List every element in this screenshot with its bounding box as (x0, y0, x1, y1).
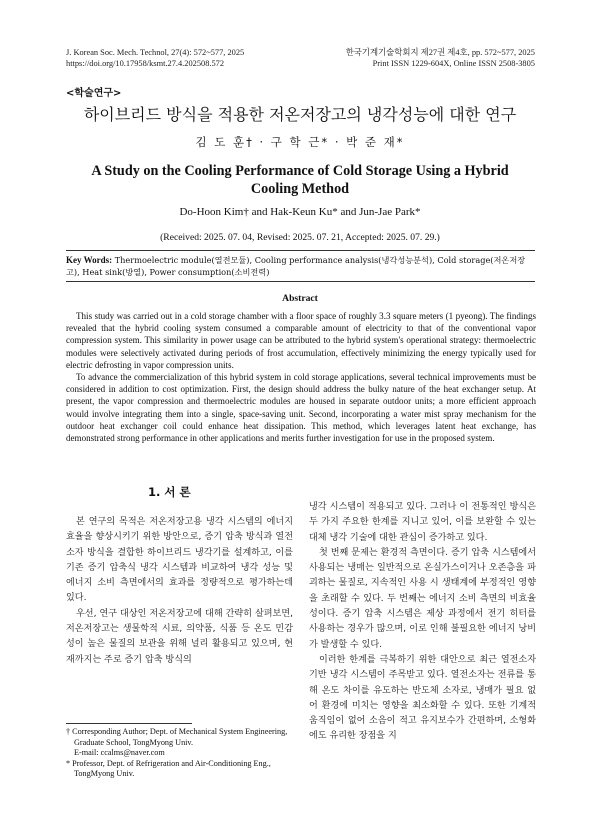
keywords-label: Key Words: (66, 255, 113, 265)
abstract-paragraph: This study was carried out in a cold storage chamber with a floor space of roughly 3.3 square meters (1 pyeong). The findings revealed that the hybrid cooling system consumed a comparable amount of electricity to that of the conventional vapor compression system. This similarity in power usage can be attributed to the hybrid system's operational strategy: thermoelectric modules were selectively activated during periods of frost accumulation, effectively minimizing the energy typically used for electric defrosting in vapor compression units. (66, 311, 536, 370)
journal-citation-korean: 한국기계기술학회지 제27권 제4호, pp. 572~577, 2025 (345, 48, 535, 57)
footnote-professor: * Professor, Dept. of Refrigeration and Air-Conditioning Eng., TongMyong Univ. (66, 758, 271, 779)
body-paragraph: 첫 번째 문제는 환경적 측면이다. 증기 압축 시스템에서 사용되는 냉매는 일반적으로 온실가스이거나 오존층을 파괴하는 물질로, 지속적인 사용 시 생태계에 부정적인 영향을 초래할 수 있다. 두 번째는 에너지 소비 측면의 비효율성이다. 증기 압축 시스템은 제상 과정에서 전기 히터를 사용하는 경우가 많으며, 이로 인해 불필요한 에너지 낭비가 발생할 수 있다. (309, 547, 536, 650)
journal-citation: J. Korean Soc. Mech. Technol, 27(4): 572~577, 2025 (66, 48, 245, 57)
article-category: <학술연구> (66, 88, 122, 99)
footnote-email[interactable]: E-mail: ccalms@naver.com (74, 748, 165, 758)
english-title: A Study on the Cooling Performance of Cold Storage Using a Hybrid Cooling Method (91, 163, 509, 197)
keywords-text: Thermoelectric module(열전모듈), Cooling performance analysis(냉각성능분석), Cold storage(저온저장고), Heat sink(방열), Power consumption(소비전력) (66, 255, 526, 277)
divider-bottom (66, 281, 535, 282)
body-paragraph: 이러한 한계를 극복하기 위한 대안으로 최근 열전소자 기반 냉각 시스템이 주목받고 있다. 열전소자는 전류를 통해 온도 차이를 유도하는 반도체 소자로, 냉매가 필요 없어 환경에 미치는 영향을 최소화할 수 있다. 또한 기계적 움직임이 없어 소음이 적고 유지보수가 간편하며, 소형화에도 유리한 장점을 지 (309, 654, 536, 742)
footnote-corresponding: † Corresponding Author; Dept. of Mechanical System Engineering, Graduate School, TongMyong Univ. (66, 727, 288, 747)
korean-title: 하이브리드 방식을 적용한 저온저장고의 냉각성능에 대한 연구 (83, 105, 517, 124)
body-paragraph: 본 연구의 목적은 저온저장고용 냉각 시스템의 에너지 효율을 향상시키기 위한 방안으로, 증기 압축 방식과 열전소자 방식을 결합한 하이브리드 냉각기를 설계하고, 이를 기존 증기 압축식 냉각 시스템과 비교하여 냉각 성능 및 에너지 소비 측면에서의 효과를 정량적으로 평가하는데 있다. (66, 517, 293, 604)
doi-link[interactable]: https://doi.org/10.17958/ksmt.27.4.202508.572 (66, 59, 225, 68)
english-authors: Do-Hoon Kim† and Hak-Keun Ku* and Jun-Jae Park* (179, 206, 421, 218)
korean-authors: 김 도 훈† · 구 학 근* · 박 준 재* (195, 135, 405, 149)
footnote-divider (66, 723, 192, 724)
footnotes (66, 727, 296, 780)
abstract-body (66, 310, 536, 444)
section-heading: 1. 서 론 (148, 485, 191, 499)
issn-line: Print ISSN 1229-604X, Online ISSN 2508-3805 (372, 59, 535, 68)
left-column (66, 515, 293, 668)
body-paragraph: 우선, 연구 대상인 저온저장고에 대해 간략히 살펴보면, 저온저장고는 생물학적 시료, 의약품, 식품 등 온도 민감성이 높은 물질의 보관을 위해 널리 활용되고 있으며, 현재까지는 주로 증기 압축 방식의 (66, 608, 293, 665)
keywords (66, 254, 536, 278)
divider-top (66, 250, 535, 251)
abstract-paragraph: To advance the commercialization of this hybrid system in cold storage applications, several technical improvements must be considered in addition to cost optimization. First, the design should address the bulky nature of the heat exchanger setup. At present, the vapor compression and thermoelectric modules are housed in separate outdoor units; a more efficient approach would involve integrating them into a single, space-saving unit. Second, incorporating a water mist spray mechanism for the outdoor heat exchanger coil could enhance heat dissipation. This method, which leverages latent heat exchange, has demonstrated strong performance in other applications and merits further investigation for use in the proposed system. (66, 372, 536, 444)
body-paragraph: 냉각 시스템이 적용되고 있다. 그러나 이 전통적인 방식은 두 가지 주요한 한계를 지니고 있어, 이를 보완할 수 있는 대체 냉각 기술에 대한 관심이 증가하고 있다. (309, 502, 536, 543)
right-column (309, 500, 536, 745)
received-dates: (Received: 2025. 07. 04, Revised: 2025. 07. 21, Accepted: 2025. 07. 29.) (160, 232, 440, 243)
abstract-heading: Abstract (282, 293, 318, 304)
